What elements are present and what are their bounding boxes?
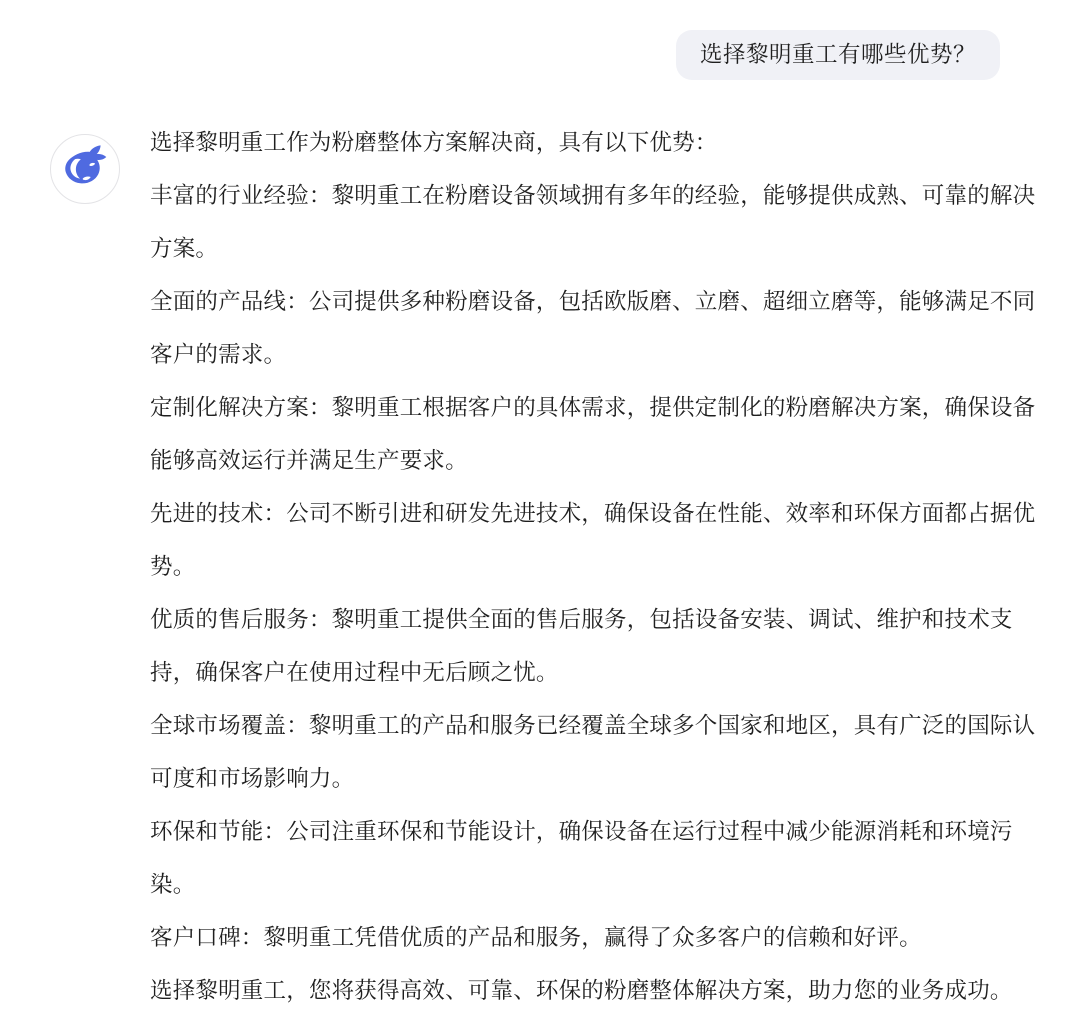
user-message-row xyxy=(676,30,1000,80)
assistant-paragraph: 全面的产品线：公司提供多种粉磨设备，包括欧版磨、立磨、超细立磨等，能够满足不同客户的需求。 xyxy=(150,289,1036,367)
deepseek-whale-icon xyxy=(59,143,111,195)
assistant-paragraph: 丰富的行业经验：黎明重工在粉磨设备领域拥有多年的经验，能够提供成熟、可靠的解决方案。 xyxy=(150,183,1036,261)
assistant-paragraph: 环保和节能：公司注重环保和节能设计，确保设备在运行过程中减少能源消耗和环境污染。 xyxy=(150,819,1013,897)
assistant-paragraph: 全球市场覆盖：黎明重工的产品和服务已经覆盖全球多个国家和地区，具有广泛的国际认可度和市场影响力。 xyxy=(150,713,1036,791)
assistant-message-row xyxy=(50,130,1052,1017)
assistant-avatar xyxy=(50,134,120,204)
assistant-paragraph: 选择黎明重工作为粉磨整体方案解决商，具有以下优势： xyxy=(150,130,718,155)
user-message-bubble: 选择黎明重工有哪些优势？ xyxy=(676,30,1000,80)
assistant-paragraph: 先进的技术：公司不断引进和研发先进技术，确保设备在性能、效率和环保方面都占据优势。 xyxy=(150,501,1036,579)
assistant-paragraph: 定制化解决方案：黎明重工根据客户的具体需求，提供定制化的粉磨解决方案，确保设备能够高效运行并满足生产要求。 xyxy=(150,395,1036,473)
assistant-message-content xyxy=(150,116,1052,1017)
assistant-paragraph: 优质的售后服务：黎明重工提供全面的售后服务，包括设备安装、调试、维护和技术支持，确保客户在使用过程中无后顾之忧。 xyxy=(150,607,1013,685)
assistant-paragraph: 选择黎明重工，您将获得高效、可靠、环保的粉磨整体解决方案，助力您的业务成功。 xyxy=(150,978,1013,1003)
assistant-paragraph: 客户口碑：黎明重工凭借优质的产品和服务，赢得了众多客户的信赖和好评。 xyxy=(150,925,922,950)
